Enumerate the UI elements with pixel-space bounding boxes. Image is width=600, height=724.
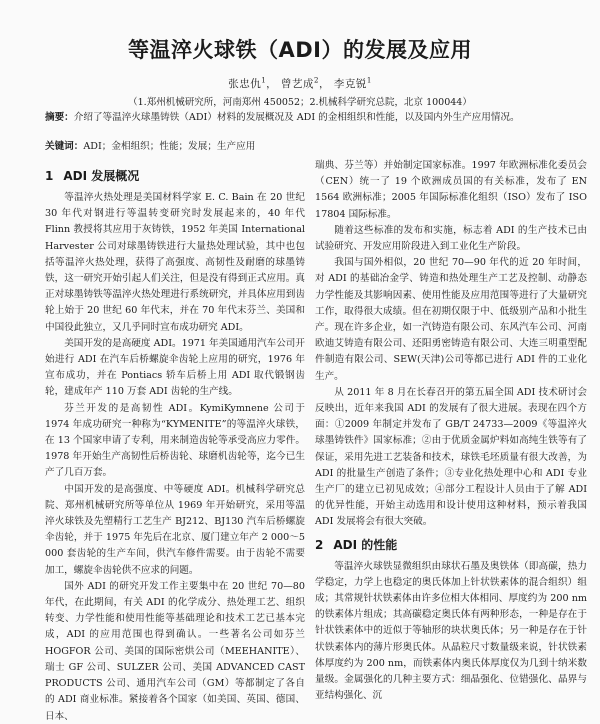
section-number: 1: [45, 169, 54, 183]
author-line: 张忠仇$^1$， 曾艺成$^2$， 李克锐$^1$: [228, 76, 372, 90]
abstract: [45, 110, 565, 125]
abstract-label: 摘要：: [45, 112, 74, 123]
paragraph: 等温淬火球铁显微组织由球状石墨及奥铁体（即高碳，热力学稳定，力学上也稳定的奥氏体加上针状铁素体的混合组织）组成；其常规针状铁素体由许多位相大体相同、厚度约为 200 nm 的铁素体片组成；其高碳稳定奥氏体有两种形态，一种是存在于针状铁素体中的近似于等轴形的块状奥氏体；另一种是存在于针状铁素体内的薄片形奥氏体。从晶粒尺寸数量级来说，针状铁素体厚度约为 200 nm，而铁素体内奥氏体厚度仅为几到十纳米数量级。金属强化的几种主要方式：细晶强化、位错强化、晶界与亚结构强化、沉: [315, 560, 587, 702]
author-name: 张忠仇: [228, 78, 262, 90]
paragraph: 等温淬火热处理是美国材料学家 E. C. Bain 在 20 世纪 30 年代对钢进行等温转变研究时发展起来的，40 年代 Flinn 教授将其应用于灰铸铁，1952 年美国 International Harvester 公司对球墨铸铁进行大量热处理试验，其中也包括等温淬火热处理，获得了高强度、高韧性及耐磨的球墨铸铁，这一研究开始引起人们关注，但是没有得到正式应用。真正对球墨铸铁等温淬火热处理进行系统研究，并具体应用到齿轮上始于 20 世纪 60 年代末，并在 70 年代末芬兰、美国和中国役此独立，又几乎同时宣布成功研究 ADI。: [45, 192, 305, 333]
author-sup: 2: [314, 76, 319, 85]
paragraph: 芬兰开发的是高韧性 ADI。KymiKymnene 公司于 1974 年成功研究一种称为“KYMENITE”的等温淬火球铁，在 13 个国家申请了专利，用来制造齿轮等承受高应力零件。1978 年开始生产高韧性后桥齿轮、球磨机齿轮等，迄今已生产了几百万套。: [45, 402, 305, 479]
section-heading: [45, 166, 305, 186]
section-heading: [315, 535, 587, 555]
right-column: [315, 158, 587, 705]
paragraph: 美国开发的是高硬度 ADI。1971 年美国通用汽车公司开始进行 ADI 在汽车后桥螺旋伞齿轮上应用的研究，1976 年宣布成功，并在 Pontiacs 轿车后桥上用 ADI 取代锻钢齿轮，建成年产 110 万套 ADI 齿轮的生产线。: [45, 337, 305, 398]
paragraph: 从 2011 年 8 月在长春召开的第五届全国 ADI 技术研讨会反映出，近年来我国 ADI 的发展有了很大进展。表现在四个方面：①2009 年制定并发布了 GB/T 24733—2009《等温淬火球墨铸铁件》国家标准；②由于优质金属炉料如高纯生铁等有了保证，采用先进工艺装备和技术，球铁毛坯质量有很大改善，为 ADI 的批量生产创造了条件；③专业化热处理中心和 ADI 专业生产厂的建立已初见成效；④部分工程设计人员由于了解 ADI 的优异性能，开始主动选用和设计使用这种材料，预示着我国 ADI 发展将会有很大突破。: [315, 386, 587, 528]
section-number: 2: [315, 537, 324, 552]
keywords: [45, 139, 565, 154]
section-title: ADI 发展概况: [63, 169, 140, 183]
paragraph: 我国与国外相似，20 世纪 70—90 年代的近 20 年时间，对 ADI 的基础冶金学、铸造和热处理生产工艺及控制、动静态力学性能及其影响因素、使用性能及应用范围等进行了大量研究工作，取得很大成绩。但在初期仅限于中、低级别产品和小批生产。现在许多企业，如一汽铸造有限公司、东风汽车公司、河南欧迪艾铸造有限公司、还阳勇密铸造有限公司、大连三明重型配件制造有限公司、SEW(天津)公司等都已进行 ADI 件的工业化生产。: [315, 257, 587, 382]
paragraph: 中国开发的是高强度、中等硬度 ADI。机械科学研究总院、郑州机械研究所等单位从 1969 年开始研究，采用等温淬火球铁及先塑精行工艺生产 BJ212、BJ130 汽车后桥螺旋伞齿轮，并于 1975 年先后在北京、厦门建立年产 2 000～5 000 套齿轮的生产车间，供汽车修件需要。由于齿轮不需要加工，螺旋伞齿轮供不应求的问题。: [45, 483, 305, 576]
author-sup: 1: [261, 76, 267, 85]
author-name: 李克锐: [333, 78, 367, 90]
page-title: 等温淬火球铁（ADI）的发展及应用: [128, 38, 472, 62]
affiliation: （1.郑州机械研究所，河南郑州 450052；2.机械科学研究总院，北京 100044）: [128, 97, 472, 108]
keywords-text: ADI；金相组织；性能；发展；生产应用: [83, 141, 256, 152]
author-name: 曾艺成: [281, 78, 315, 90]
paragraph: 瑞典、芬兰等）并始制定国家标准。1997 年欧洲标准化委员会（CEN）统一了 19 个欧洲成员国的有关标准，发布了 EN 1564 欧洲标准；2005 年国际标准化组织（ISO）发布了 ISO 17804 国际标准。: [315, 160, 587, 220]
author-sup: 1: [366, 76, 372, 85]
left-column: [45, 162, 305, 724]
paragraph: 随着这些标准的发布和实施，标志着 ADI 的生产技术已由试验研究、开发应用阶段进入到工业化生产阶段。: [315, 224, 587, 253]
paragraph: 国外 ADI 的研究开发工作主要集中在 20 世纪 70—80 年代，在此期间，有关 ADI 的化学成分、热处理工艺、组织转变、力学性能和使用性能等基础理论和技术工艺已基本完成，ADI 的应用范围也得到确认。一些著名公司如芬兰 HOGFOR 公司、美国的国际密烘公司（MEEHANITE）、瑞士 GF 公司、SULZER 公司、美国 ADVANCED CAST PRODUCTS 公司、通用汽车公司（GM）等都制定了各自的 ADI 商业标准。紧接着各个国家（如美国、英国、德国、日本、: [45, 580, 305, 722]
keywords-label: 关键词：: [45, 141, 84, 152]
section-title: ADI 的性能: [333, 537, 398, 552]
abstract-text: 介绍了等温淬火球墨铸铁（ADI）材料的发展概况及 ADI 的金相组织和性能，以及国内外生产应用情况。: [73, 112, 520, 123]
